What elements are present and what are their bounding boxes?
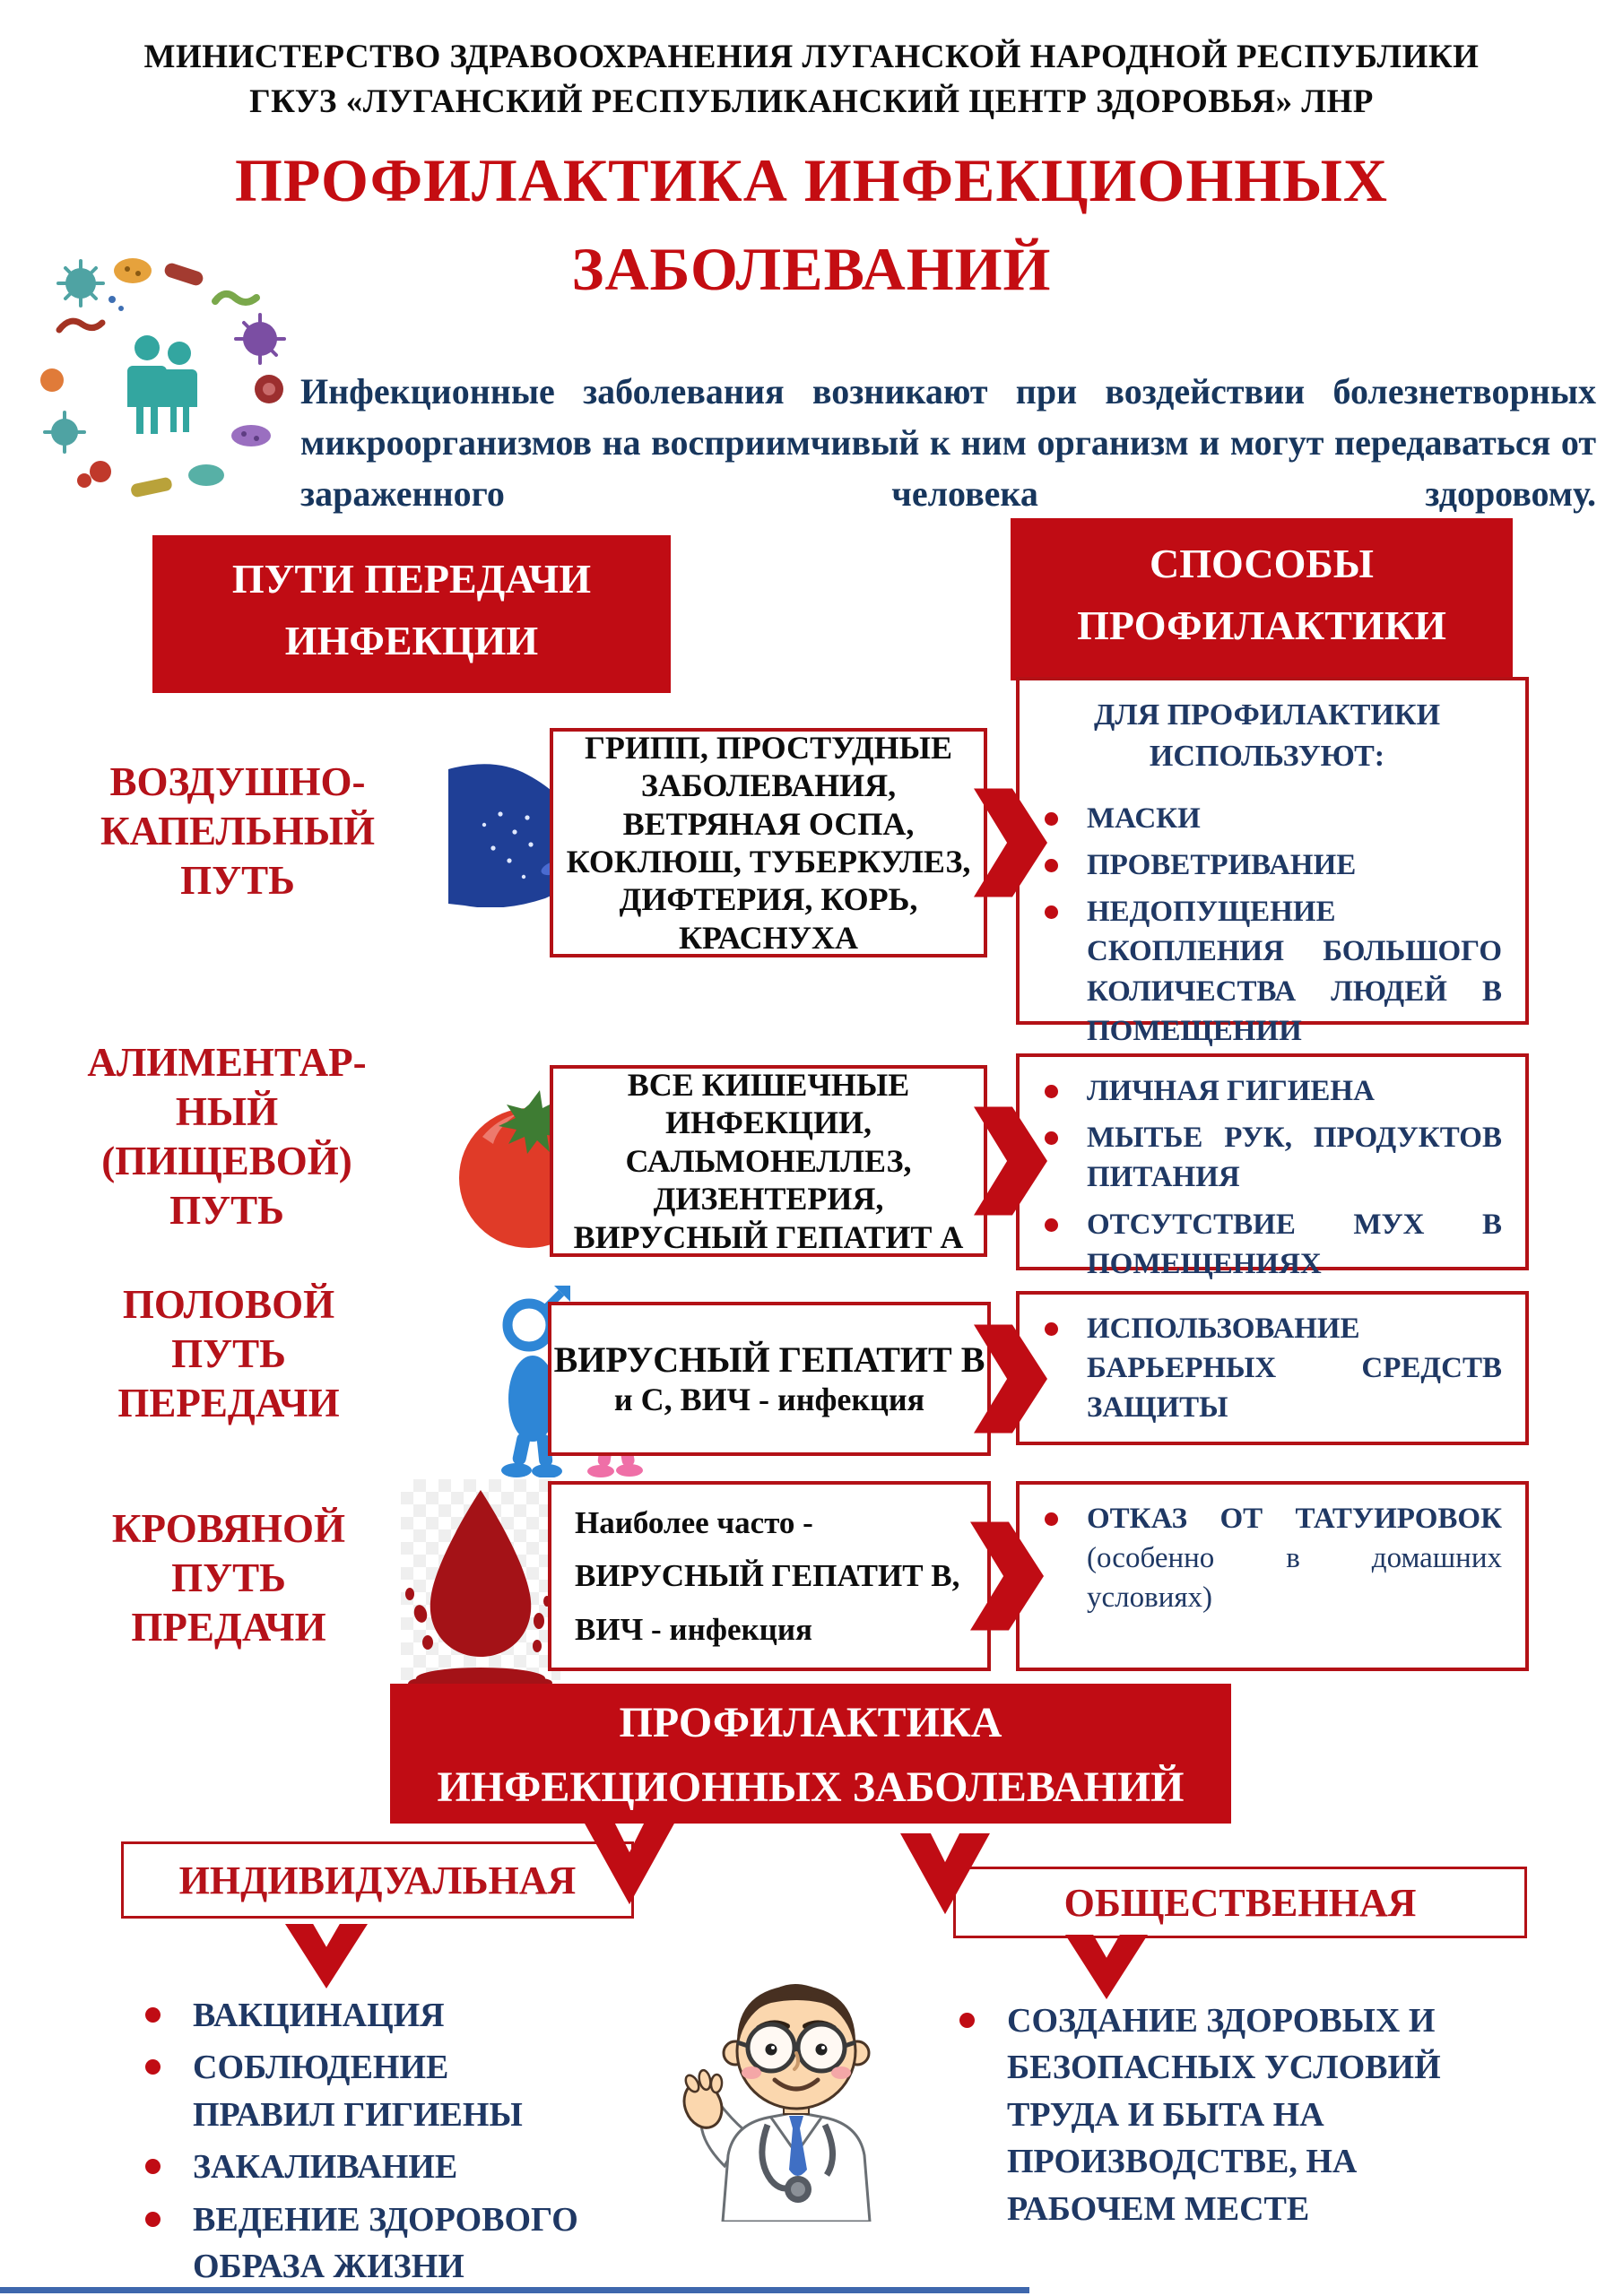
path-label-line: ПОЛОВОЙ xyxy=(122,1282,335,1327)
list-item-text: ЛИЧНАЯ ГИГИЕНА xyxy=(1087,1075,1375,1107)
individual-list xyxy=(135,1992,762,2296)
arrow-down-icon xyxy=(285,1924,368,1988)
list-item xyxy=(1032,1205,1502,1284)
poster-title-line-2: ЗАБОЛЕВАНИЙ xyxy=(571,234,1052,303)
bottom-blue-line xyxy=(0,2287,1029,2293)
disease-line: ИНФЕКЦИИ, xyxy=(664,1105,872,1141)
path-label-line: КАПЕЛЬНЫЙ xyxy=(100,808,375,853)
prevention-box-alimentary xyxy=(1016,1053,1529,1280)
list-item-text: МАСКИ xyxy=(1087,801,1201,835)
path-label-line: ПРЕДАЧИ xyxy=(131,1604,326,1650)
prevention-list xyxy=(1032,1309,1502,1428)
path-label-alimentary xyxy=(43,1038,411,1235)
list-item xyxy=(135,2044,762,2138)
path-label-line: (ПИЩЕВОЙ) xyxy=(101,1138,352,1183)
prevention-main-text: ОТКАЗ ОТ ТАТУИРОВОК xyxy=(1087,1503,1502,1535)
microbes-circle-icon xyxy=(25,244,299,513)
public-label: ОБЩЕСТВЕННАЯ xyxy=(1063,1880,1417,1925)
path-label-line: ВОЗДУШНО- xyxy=(109,759,366,804)
bullet-dot-icon xyxy=(1045,1512,1058,1526)
list-item xyxy=(949,1997,1541,2232)
diseases-box-blood xyxy=(548,1481,991,1671)
disease-line: и С, ВИЧ - инфекция xyxy=(613,1382,925,1418)
list-item-text: СОБЛЮДЕНИЕ ПРАВИЛ ГИГИЕНЫ xyxy=(193,2049,523,2134)
list-item xyxy=(1032,892,1502,1051)
path-label-blood xyxy=(63,1504,395,1652)
list-item xyxy=(1032,799,1502,838)
list-item-text: ПРОВЕТРИВАНИЕ xyxy=(1087,849,1357,881)
list-item xyxy=(1032,1309,1502,1428)
path-label-airborne xyxy=(54,758,421,905)
list-item-text: НЕДОПУЩЕНИЕ СКОПЛЕНИЯ БОЛЬШОГО КОЛИЧЕСТВА ЛЮДЕЙ В ПОМЕЩЕНИИ xyxy=(1087,896,1502,1047)
disease-line: ДИЗЕНТЕРИЯ, xyxy=(653,1181,884,1217)
public-list xyxy=(949,1997,1541,2238)
bullet-dot-icon xyxy=(145,2159,161,2174)
disease-line: КРАСНУХА xyxy=(678,919,859,956)
prevention-note-text: (особенно в домашних условиях) xyxy=(1087,1542,1502,1615)
chevron-right-icon xyxy=(970,1521,1044,1632)
prevention-list xyxy=(1032,1499,1502,1618)
disease-line: ЗАБОЛЕВАНИЯ, xyxy=(640,767,897,804)
disease-line: КОКЛЮШ, ТУБЕРКУЛЕЗ, xyxy=(566,844,971,879)
prevention-banner xyxy=(390,1684,1231,1824)
diseases-box-alimentary xyxy=(550,1065,987,1257)
list-item-text: СОЗДАНИЕ ЗДОРОВЫХ И БЕЗОПАСНЫХ УСЛОВИЙ ТРУДА И БЫТА НА ПРОИЗВОДСТВЕ, НА РАБОЧЕМ МЕСТЕ xyxy=(1007,2002,1441,2228)
disease-line: САЛЬМОНЕЛЛЕЗ, xyxy=(625,1142,912,1179)
disease-line: ДИФТЕРИЯ, КОРЬ, xyxy=(619,881,918,918)
prevention-title-line: ДЛЯ ПРОФИЛАКТИКИ xyxy=(1093,698,1441,732)
prevention-box-sexual xyxy=(1016,1291,1529,1445)
list-item-text: ВАКЦИНАЦИЯ xyxy=(193,1997,445,2034)
prevention-header-box xyxy=(1011,518,1513,680)
list-item xyxy=(1032,1071,1502,1111)
blood-drop-icon xyxy=(401,1479,560,1693)
list-item xyxy=(1032,1499,1502,1618)
diseases-box-airborne xyxy=(550,728,987,957)
prevention-box-blood xyxy=(1016,1481,1529,1671)
path-label-sexual xyxy=(63,1280,395,1428)
bullet-dot-icon xyxy=(1045,1085,1058,1098)
disease-line: ГРИПП, ПРОСТУДНЫЕ xyxy=(584,729,953,766)
banner-line-1: ПРОФИЛАКТИКА xyxy=(619,1699,1002,1746)
arrow-down-icon xyxy=(900,1815,990,1933)
bullet-dot-icon xyxy=(145,2007,161,2023)
path-label-line: ПУТЬ xyxy=(171,1555,286,1600)
list-item-text: МЫТЬЕ РУК, ПРОДУКТОВ ПИТАНИЯ xyxy=(1087,1122,1502,1194)
bullet-dot-icon xyxy=(145,2212,161,2227)
public-box xyxy=(953,1867,1527,1938)
list-item-text: ВЕДЕНИЕ ЗДОРОВОГО ОБРАЗА ЖИЗНИ xyxy=(193,2200,578,2286)
path-label-line: ПЕРЕДАЧИ xyxy=(117,1380,340,1425)
disease-line: ВИЧ - инфекция xyxy=(575,1611,812,1647)
ministry-line-2: ГКУЗ «ЛУГАНСКИЙ РЕСПУБЛИКАНСКИЙ ЦЕНТР ЗДОРОВЬЯ» ЛНР xyxy=(249,83,1374,120)
disease-line: ВСЕ КИШЕЧНЫЕ xyxy=(627,1066,910,1103)
path-label-line: ПУТЬ xyxy=(171,1330,286,1376)
list-item xyxy=(1032,845,1502,885)
prevention-box-airborne xyxy=(1016,677,1529,1047)
list-item-text: ОТСУТСТВИЕ МУХ В ПОМЕЩЕНИЯХ xyxy=(1087,1208,1502,1280)
disease-line: Наиболее часто - xyxy=(575,1504,813,1540)
path-label-line: КРОВЯНОЙ xyxy=(111,1506,346,1551)
prevention-list xyxy=(1032,799,1502,1051)
poster-title-line-1: ПРОФИЛАКТИКА ИНФЕКЦИОННЫХ xyxy=(235,146,1388,214)
disease-line: ВИРУСНЫЙ ГЕПАТИТ А xyxy=(573,1218,964,1255)
transmission-header-box xyxy=(152,535,671,693)
diseases-box-sexual xyxy=(548,1302,991,1456)
bullet-dot-icon xyxy=(145,2059,161,2075)
intro-text: Инфекционные заболевания возникают при воздействии болезнетворных микроорганизмов на восприимчивый к ним организм и могут передаваться от зараженного человека здоровому. xyxy=(300,371,1596,515)
prevention-header-line-1: СПОСОБЫ xyxy=(1150,541,1374,586)
prevention-header-line-2: ПРОФИЛАКТИКИ xyxy=(1077,602,1446,648)
list-item-text xyxy=(1087,1499,1502,1618)
banner-line-2: ИНФЕКЦИОННЫХ ЗАБОЛЕВАНИЙ xyxy=(437,1763,1185,1811)
disease-line: ВЕТРЯНАЯ ОСПА, xyxy=(622,805,915,842)
arrow-down-icon xyxy=(1065,1935,1148,1999)
bullet-dot-icon xyxy=(1045,1218,1058,1232)
chevron-right-icon xyxy=(974,787,1047,898)
prevention-list xyxy=(1032,1071,1502,1284)
prevention-title-line: ИСПОЛЬЗУЮТ: xyxy=(1149,739,1385,773)
prevention-title xyxy=(1032,695,1502,777)
list-item-text: ЗАКАЛИВАНИЕ xyxy=(193,2148,458,2187)
chevron-right-icon xyxy=(974,1323,1047,1434)
path-label-line: АЛИМЕНТАР- xyxy=(87,1040,367,1085)
arrow-down-icon xyxy=(585,1815,674,1913)
bullet-dot-icon xyxy=(1045,905,1058,919)
path-label-line: НЫЙ xyxy=(175,1088,279,1134)
list-item xyxy=(135,2196,762,2291)
disease-line: ВИРУСНЫЙ ГЕПАТИТ В xyxy=(553,1339,985,1381)
doctor-icon xyxy=(671,1953,922,2222)
chevron-right-icon xyxy=(974,1105,1047,1217)
path-label-line: ПУТЬ xyxy=(180,857,295,903)
disease-line: ВИРУСНЫЙ ГЕПАТИТ В, xyxy=(575,1558,960,1594)
individual-box xyxy=(121,1841,634,1919)
transmission-header-line-2: ИНФЕКЦИИ xyxy=(284,618,539,663)
bullet-dot-icon xyxy=(959,2013,975,2028)
path-label-line: ПУТЬ xyxy=(169,1187,284,1233)
individual-label: ИНДИВИДУАЛЬНАЯ xyxy=(178,1858,577,1902)
list-item-text: ИСПОЛЬЗОВАНИЕ БАРЬЕРНЫХ СРЕДСТВ ЗАЩИТЫ xyxy=(1087,1313,1502,1425)
list-item xyxy=(135,1992,762,2039)
list-item xyxy=(1032,1118,1502,1197)
list-item xyxy=(135,2144,762,2190)
transmission-header-line-1: ПУТИ ПЕРЕДАЧИ xyxy=(231,556,592,602)
ministry-line-1: МИНИСТЕРСТВО ЗДРАВООХРАНЕНИЯ ЛУГАНСКОЙ НАРОДНОЙ РЕСПУБЛИКИ xyxy=(143,39,1480,75)
